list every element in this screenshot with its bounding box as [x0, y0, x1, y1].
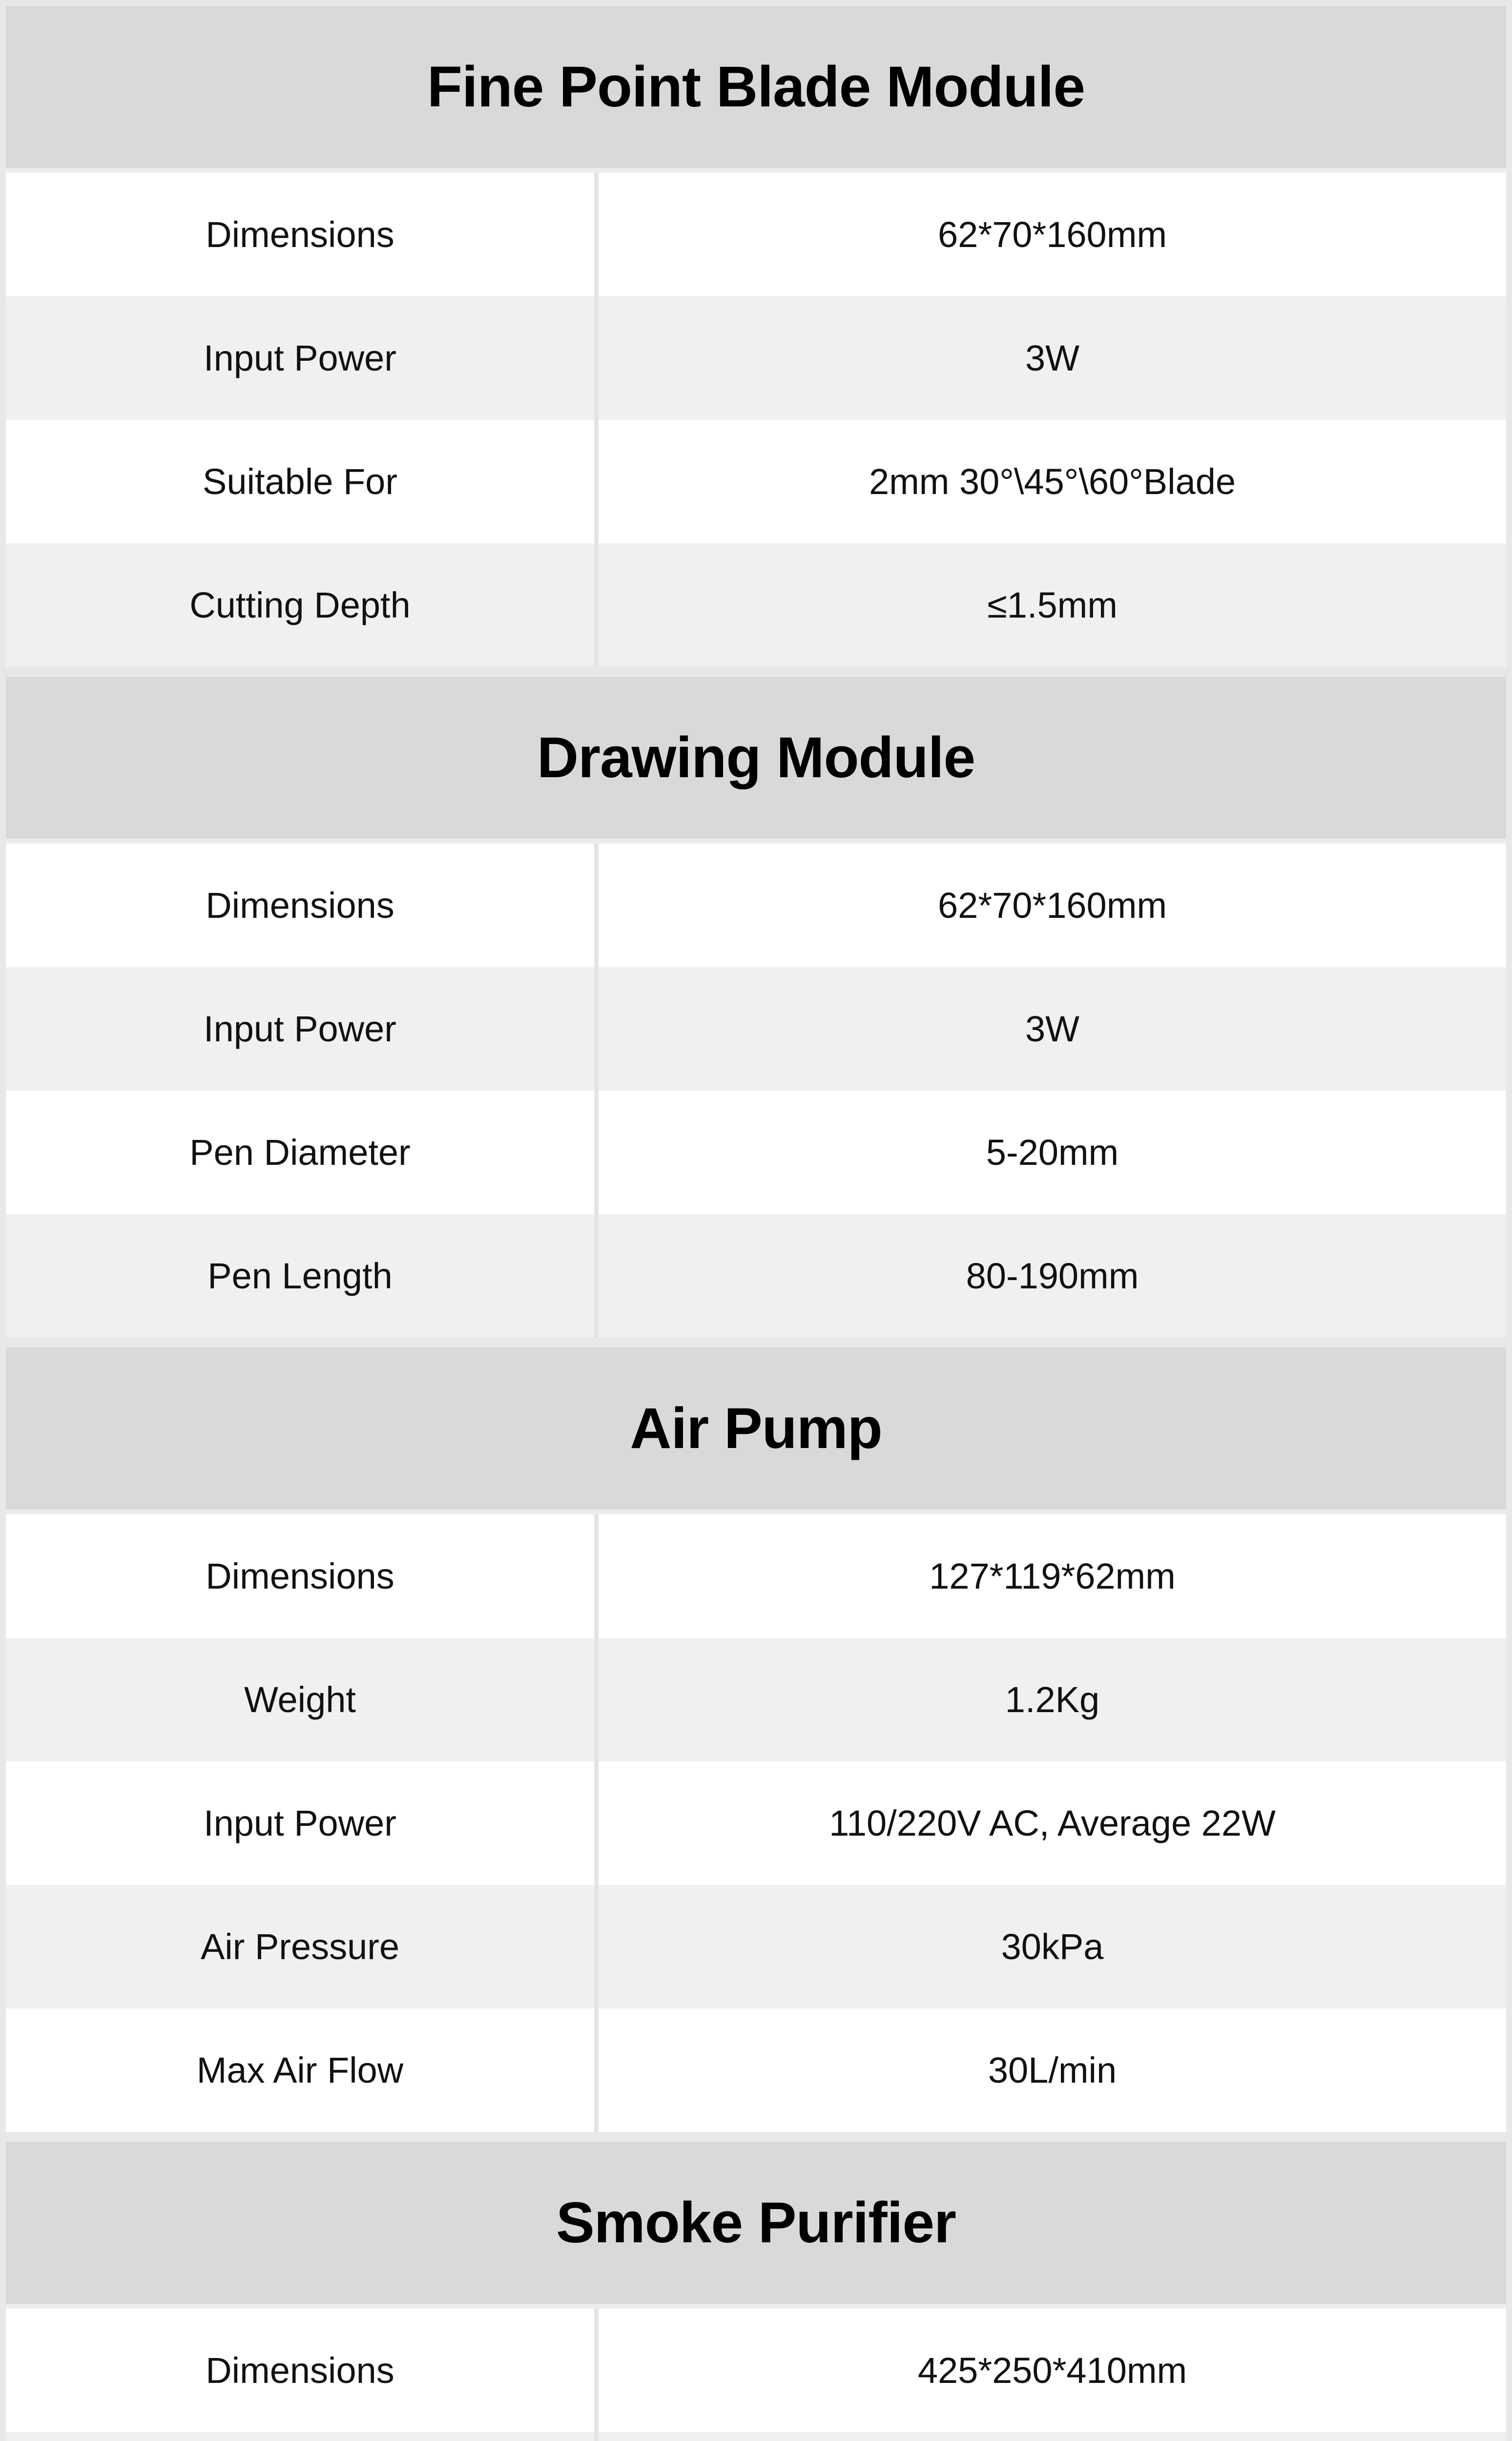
spec-value: 3W — [1025, 338, 1079, 378]
spec-label: Air Pressure — [6, 1885, 599, 2008]
spec-label: Dimensions — [6, 2309, 599, 2432]
spec-row — [6, 296, 1506, 420]
spec-row — [6, 2008, 1506, 2132]
spec-label: Pen Length — [6, 1214, 599, 1338]
spec-label: Max Air Flow — [6, 2008, 599, 2132]
spec-label: Input Power — [6, 1761, 599, 1885]
spec-row — [6, 2309, 1506, 2432]
spec-label: Dimensions — [6, 1514, 599, 1638]
section-title: Air Pump — [630, 1396, 882, 1461]
spec-row — [6, 1761, 1506, 1885]
spec-label: Dimensions — [6, 173, 599, 296]
spec-value: 127*119*62mm — [929, 1556, 1176, 1596]
spec-value: 30kPa — [1001, 1926, 1104, 1967]
spec-row — [6, 1638, 1506, 1761]
spec-label: Input Power — [6, 967, 599, 1091]
spec-value: 62*70*160mm — [938, 885, 1167, 926]
spec-row — [6, 1885, 1506, 2008]
spec-value: 1.2Kg — [1005, 1679, 1100, 1720]
spec-value: 62*70*160mm — [938, 214, 1167, 255]
section-drawing-module — [6, 677, 1506, 1338]
spec-value: 3W — [1025, 1009, 1079, 1049]
spec-row — [6, 420, 1506, 543]
section-title: Smoke Purifier — [556, 2191, 956, 2255]
spec-label: Pen Diameter — [6, 1091, 599, 1214]
spec-row — [6, 967, 1506, 1091]
section-header — [6, 6, 1506, 173]
section-header — [6, 677, 1506, 844]
spec-value: 5-20mm — [986, 1132, 1119, 1173]
section-header — [6, 1347, 1506, 1514]
section-header — [6, 2142, 1506, 2309]
section-air-pump — [6, 1347, 1506, 2132]
spec-value — [599, 2432, 1506, 2441]
spec-label: Suitable For — [6, 420, 599, 543]
spec-label: Weight — [6, 1638, 599, 1761]
section-smoke-purifier — [6, 2142, 1506, 2441]
spec-row — [6, 1514, 1506, 1638]
spec-row — [6, 543, 1506, 667]
spec-value: 425*250*410mm — [917, 2350, 1187, 2391]
spec-row — [6, 844, 1506, 967]
spec-label — [6, 2432, 599, 2441]
section-title: Drawing Module — [537, 725, 975, 790]
spec-label: Cutting Depth — [6, 543, 599, 667]
spec-label: Input Power — [6, 296, 599, 420]
spec-row — [6, 2432, 1506, 2441]
spec-value: 2mm 30°\45°\60°Blade — [869, 461, 1236, 502]
section-fine-point-blade-module — [6, 6, 1506, 667]
spec-sheet — [6, 6, 1506, 2441]
spec-row — [6, 1091, 1506, 1214]
spec-row — [6, 173, 1506, 296]
spec-label: Dimensions — [6, 844, 599, 967]
spec-value: ≤1.5mm — [987, 585, 1118, 625]
spec-value: 110/220V AC, Average 22W — [829, 1803, 1276, 1843]
section-title: Fine Point Blade Module — [427, 55, 1085, 119]
spec-row — [6, 1214, 1506, 1338]
spec-value: 80-190mm — [966, 1256, 1139, 1296]
spec-value: 30L/min — [988, 2050, 1117, 2090]
